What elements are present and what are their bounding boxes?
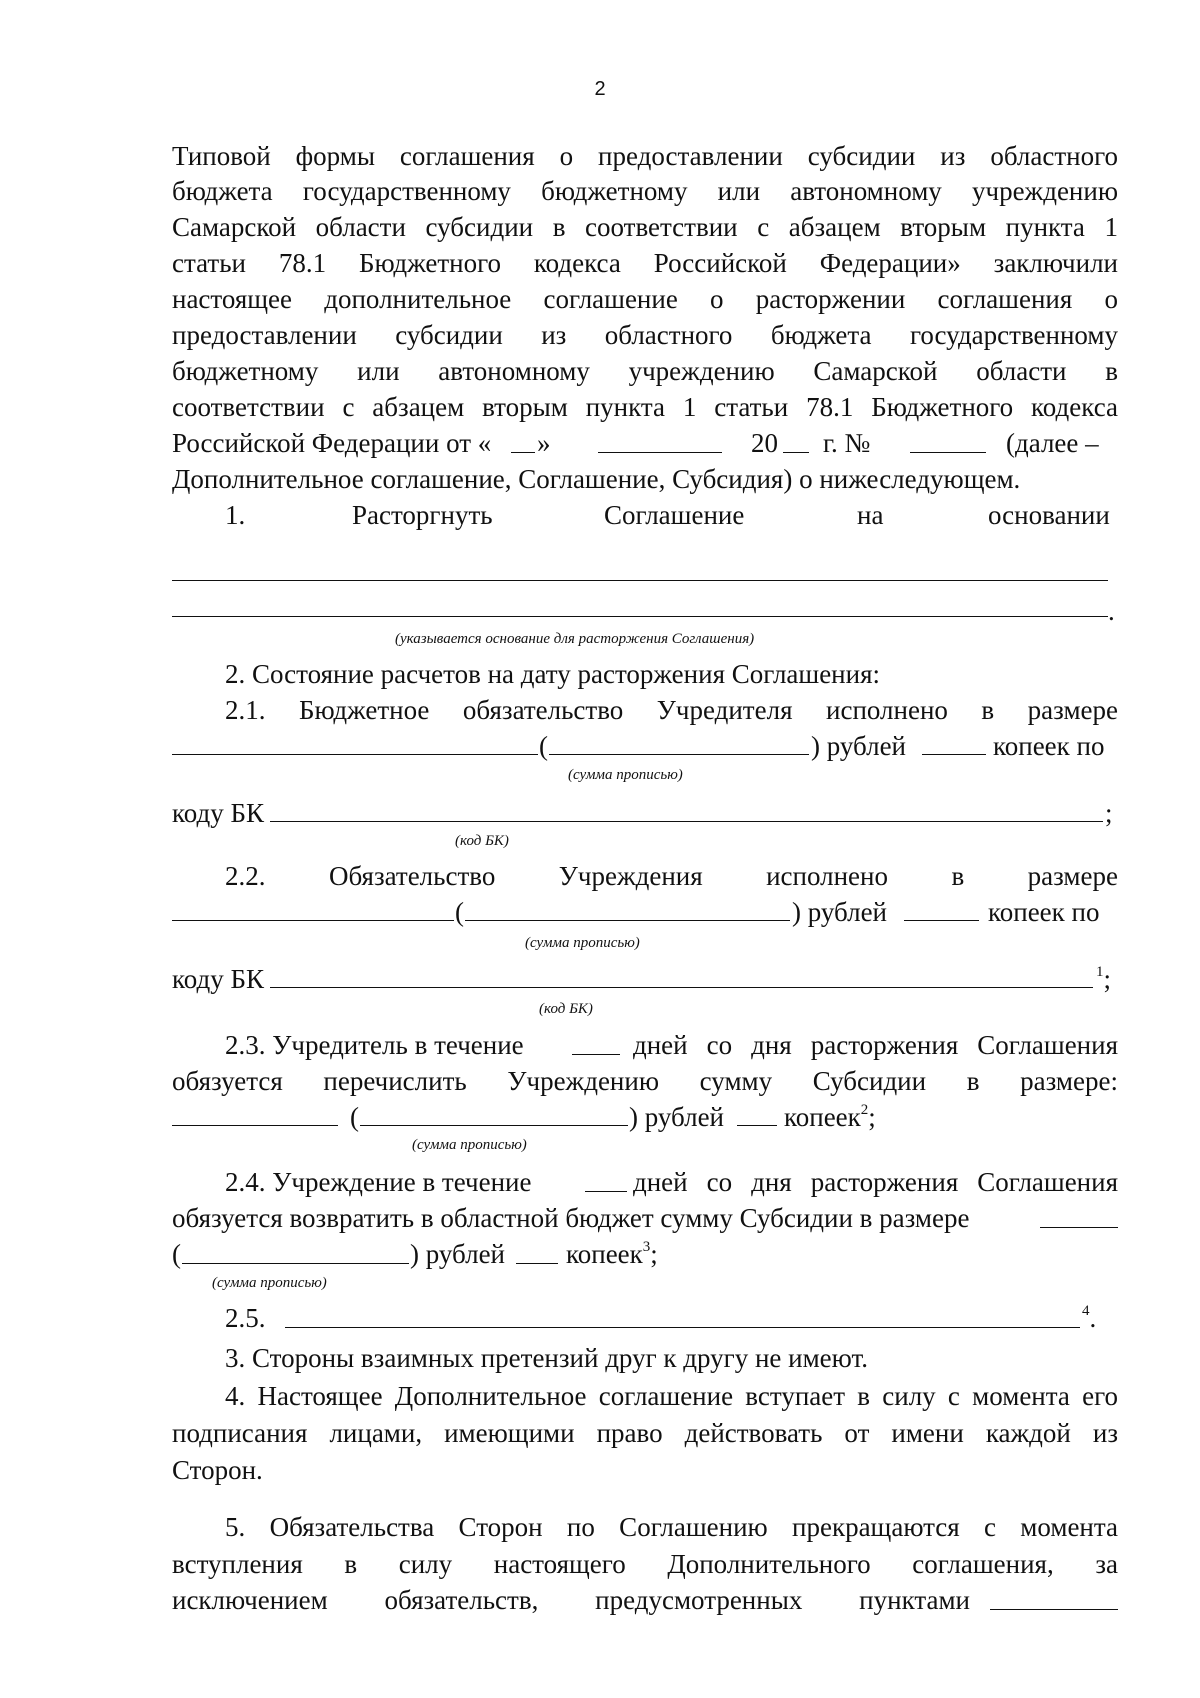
number-blank [910, 452, 986, 453]
item-5-line-2: вступления в силу настоящего Дополнительного соглашения, за [172, 1549, 1118, 1579]
item-2-1-rubles: ) рублей [811, 731, 907, 761]
item-5-line-1: 5. Обязательства Сторон по Соглашению прекращаются с момента [225, 1512, 1118, 1542]
item-2-1-end: ; [1105, 798, 1113, 828]
item-2-4-line-2: обязуется возвратить в областной бюджет сумму Субсидии в размере [172, 1203, 970, 1233]
item-2-1-paren-open: ( [539, 731, 548, 761]
day-blank [511, 452, 535, 453]
item-2-2-words-blank [465, 920, 790, 921]
year-prefix: 20 [751, 428, 778, 458]
item-2-4-days-blank [585, 1191, 627, 1192]
item-2-2-code-hint: (код БК) [539, 1001, 593, 1017]
intro-line-6: предоставлении субсидии из областного бюджета государственному [172, 320, 1118, 350]
item-1-number: 1. [225, 500, 246, 530]
item-2-title: 2. Состояние расчетов на дату расторжения Соглашения: [225, 659, 881, 689]
item-3: 3. Стороны взаимных претензий друг к другу не имеют. [225, 1343, 869, 1373]
item-2-3-rubles: ) рублей [629, 1102, 725, 1132]
termination-basis-hint: (указывается основание для расторжения Соглашения) [395, 631, 755, 647]
item-2-1-code-hint: (код БК) [455, 833, 509, 849]
item-2-1-sum-hint: (сумма прописью) [568, 767, 683, 783]
number-label: г. № [823, 428, 871, 458]
item-2-4-kopeks-label: копеек [566, 1239, 643, 1269]
item-2-1-kopeks-blank [922, 754, 986, 755]
item-2-4-words-blank [182, 1263, 409, 1264]
item-2-2-paren-open: ( [455, 897, 464, 927]
item-2-1-code-label: коду БК [172, 798, 264, 828]
item-2-3-rest: дней со дня расторжения Соглашения [633, 1030, 1118, 1060]
item-2-5-blank [285, 1327, 1080, 1328]
item-2-3-days-blank [572, 1054, 620, 1055]
footnote-1-mark: 1 [1096, 964, 1104, 980]
item-2-3-line-2: обязуется перечислить Учреждению сумму Субсидии в размере: [172, 1066, 1118, 1096]
item-2-2-end: ; [1103, 964, 1112, 994]
item-2-3-words-blank [360, 1125, 628, 1126]
agreement-ref-text: Российской Федерации от « [172, 428, 492, 458]
intro-line-4: статьи 78.1 Бюджетного кодекса Российской Федерации» заключили [172, 248, 1118, 278]
item-2-4-end: ; [650, 1239, 658, 1269]
item-2-4-kopeks [566, 1236, 658, 1272]
item-2-2-footnote-ref [1096, 961, 1111, 997]
footnote-2-mark: 2 [860, 1102, 869, 1118]
intro-last-line: Дополнительное соглашение, Соглашение, Субсидия) о нижеследующем. [172, 464, 1021, 494]
intro-line-1: Типовой формы соглашения о предоставлении субсидии из областного [172, 141, 1118, 171]
item-1-word-1: Расторгнуть [352, 500, 493, 530]
item-4-line-1: 4. Настоящее Дополнительное соглашение вступает в силу с момента его [225, 1381, 1118, 1411]
item-2-5-end: . [1089, 1303, 1097, 1333]
item-1-word-2: Соглашение [604, 500, 745, 530]
item-2-1-words-blank [549, 754, 809, 755]
item-2-5-footnote-ref [1082, 1300, 1096, 1336]
month-blank [598, 452, 722, 453]
item-2-2-rubles: ) рублей [792, 897, 888, 927]
footnote-3-mark: 3 [642, 1239, 651, 1255]
item-2-4-kopeks-blank [516, 1263, 558, 1264]
item-2-3-kopeks [784, 1099, 876, 1135]
intro-line-3: Самарской области субсидии в соответствии с абзацем вторым пункта 1 [172, 212, 1118, 242]
item-2-2-kopeks-label: копеек по [988, 897, 1100, 927]
item-2-2-code-blank [270, 987, 1093, 988]
termination-basis-line-1 [172, 580, 1108, 581]
item-2-2-amount-blank [172, 920, 454, 921]
item-1-end: . [1108, 596, 1115, 626]
item-1-word-4: основании [988, 500, 1110, 530]
item-2-3-amount-blank [172, 1125, 338, 1126]
item-5-line-3: исключением обязательств, предусмотренных пунктами [172, 1585, 970, 1615]
item-2-3-sum-hint: (сумма прописью) [412, 1137, 527, 1153]
item-2-3-paren-open: ( [350, 1102, 359, 1132]
item-2-4-start: 2.4. Учреждение в течение [225, 1167, 532, 1197]
item-2-3-end: ; [868, 1102, 876, 1132]
item-4-line-2: подписания лицами, имеющими право действовать от имени каждой из [172, 1418, 1118, 1448]
page-number: 2 [594, 78, 606, 100]
footnote-4-mark: 4 [1082, 1303, 1090, 1319]
item-2-3-kopeks-blank [737, 1125, 777, 1126]
item-5-points-blank [990, 1609, 1118, 1610]
intro-line-8: соответствии с абзацем вторым пункта 1 статьи 78.1 Бюджетного кодекса [172, 392, 1118, 422]
item-2-4-amount-blank [1040, 1227, 1118, 1228]
item-4-line-3: Сторон. [172, 1455, 263, 1485]
item-2-4-paren-open: ( [172, 1239, 181, 1269]
quote-close: » [537, 428, 551, 458]
termination-basis-line-2 [172, 616, 1108, 617]
item-2-3-kopeks-label: копеек [784, 1102, 861, 1132]
item-2-4-rubles: ) рублей [410, 1239, 506, 1269]
intro-line-2: бюджета государственному бюджетному или автономному учреждению [172, 176, 1118, 206]
item-1-word-3: на [857, 500, 884, 530]
item-2-1-line-1: 2.1. Бюджетное обязательство Учредителя исполнено в размере [225, 695, 1118, 725]
item-2-1-code-blank [270, 821, 1103, 822]
item-2-2-sum-hint: (сумма прописью) [525, 935, 640, 951]
item-2-5-number: 2.5. [225, 1303, 266, 1333]
item-2-3-start: 2.3. Учредитель в течение [225, 1030, 524, 1060]
item-2-4-rest: дней со дня расторжения Соглашения [633, 1167, 1118, 1197]
year-blank [783, 452, 809, 453]
intro-line-5: настоящее дополнительное соглашение о расторжении соглашения о [172, 284, 1118, 314]
item-2-4-sum-hint: (сумма прописью) [212, 1275, 327, 1291]
hereinafter-text: (далее – [1006, 428, 1099, 458]
item-2-2-code-label: коду БК [172, 964, 264, 994]
intro-line-7: бюджетному или автономному учреждению Самарской области в [172, 356, 1118, 386]
item-2-1-amount-blank [172, 754, 538, 755]
item-2-1-kopeks-label: копеек по [993, 731, 1105, 761]
item-2-2-kopeks-blank [904, 920, 979, 921]
item-2-2-line-1: 2.2. Обязательство Учреждения исполнено в размере [225, 861, 1118, 891]
